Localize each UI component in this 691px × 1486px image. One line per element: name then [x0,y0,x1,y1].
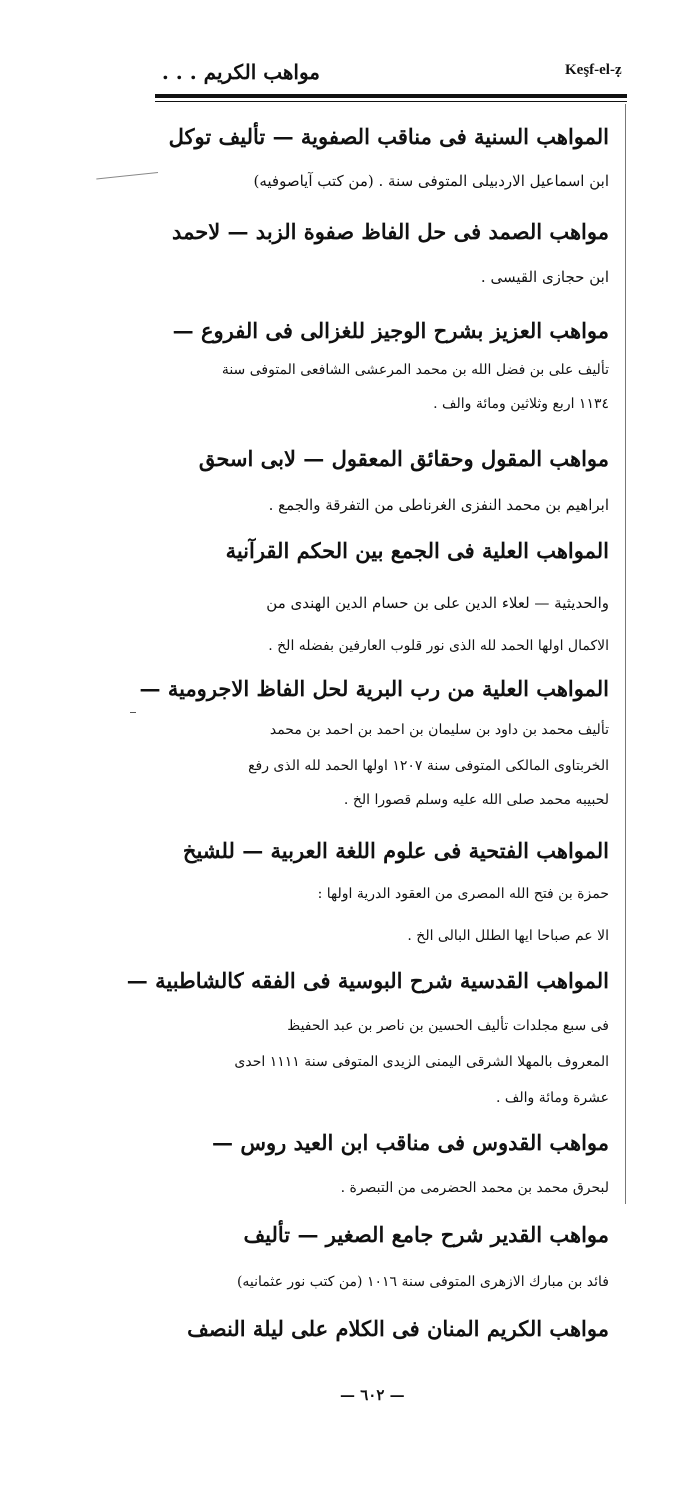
entry-text: الاكمال اولها الحمد لله الذى نور قلوب العارفين بفضله الخ . [268,638,609,654]
entry-text: ابن حجازى القيسى . [480,268,609,286]
entry-text: ١١٣٤ اربع وثلاثين ومائة والف . [433,396,609,412]
entry-text: والحديثية — لعلاء الدين على بن حسام الدين الهندى من [266,594,609,612]
entry-heading: المواهب السنية فى مناقب الصفوية — تأليف توكل [168,124,609,149]
entry-text: الخربتاوى المالكى المتوفى سنة ١٢٠٧ اولها الحمد لله الذى رفع [248,758,609,774]
entry-heading: مواهب القدير شرح جامع الصغير — تأليف [243,1222,609,1247]
entry-heading: المواهب العلية من رب البرية لحل الفاظ الاجرومية — [139,676,609,701]
page-number: — ٦٠٢ — [340,1386,405,1404]
entry-heading: المواهب الفتحية فى علوم اللغة العربية — للشيخ [182,838,609,863]
margin-dot [130,712,136,713]
entry-heading: مواهب المقول وحقائق المعقول — لابى اسحق [198,446,609,471]
running-header-left: Keşf-el-ẓ [565,62,622,78]
margin-annotation-mark [96,172,158,179]
entry-text: فائد بن مبارك الازهرى المتوفى سنة ١٠١٦ (من كتب نور عثمانيه) [236,1274,609,1290]
entry-heading: مواهب الصمد فى حل الفاظ صفوة الزبد — لاحمد [172,219,609,244]
entry-verse: الا عم صباحا ايها الطلل البالى الخ . [407,928,609,944]
entry-heading: المواهب القدسية شرح البوسية فى الفقه كالشاطبية — [126,968,609,993]
header-rule-thin [155,101,627,102]
header-rule [155,94,627,98]
right-margin-rule [625,104,626,1204]
entry-text: لحبيبه محمد صلى الله عليه وسلم قصورا الخ . [343,792,609,808]
running-header-right: مواهب الكريم . . . [161,60,320,84]
entry-heading: مواهب العزيز بشرح الوجيز للغزالى فى الفروع — [172,318,609,343]
entry-heading: مواهب القدوس فى مناقب ابن العيد روس — [212,1130,609,1155]
entry-text: عشرة ومائة والف . [495,1090,609,1106]
entry-text: لبحرق محمد بن محمد الحضرمى من التبصرة . [340,1180,609,1196]
entry-heading: المواهب العلية فى الجمع بين الحكم القرآنية [225,538,609,563]
entry-text: تأليف محمد بن داود بن سليمان بن احمد بن احمد بن محمد [269,722,609,738]
entry-text: فى سبع مجلدات تأليف الحسين بن ناصر بن عبد الحفيظ [287,1018,609,1034]
entry-text: المعروف بالمهلا الشرقى اليمنى الزيدى المتوفى سنة ١١١١ احدى [234,1054,609,1070]
entry-text: ابن اسماعيل الاردبيلى المتوفى سنة . (من كتب آياصوفيه) [253,172,609,190]
entry-text: ابراهيم بن محمد النفزى الغرناطى من التفرقة والجمع . [268,496,609,514]
entry-text: تأليف على بن فضل الله بن محمد المرعشى الشافعى المتوفى سنة [221,362,609,378]
entry-heading: مواهب الكريم المنان فى الكلام على ليلة النصف [187,1316,609,1341]
entry-text: حمزة بن فتح الله المصرى من العقود الدرية اولها : [317,886,609,902]
